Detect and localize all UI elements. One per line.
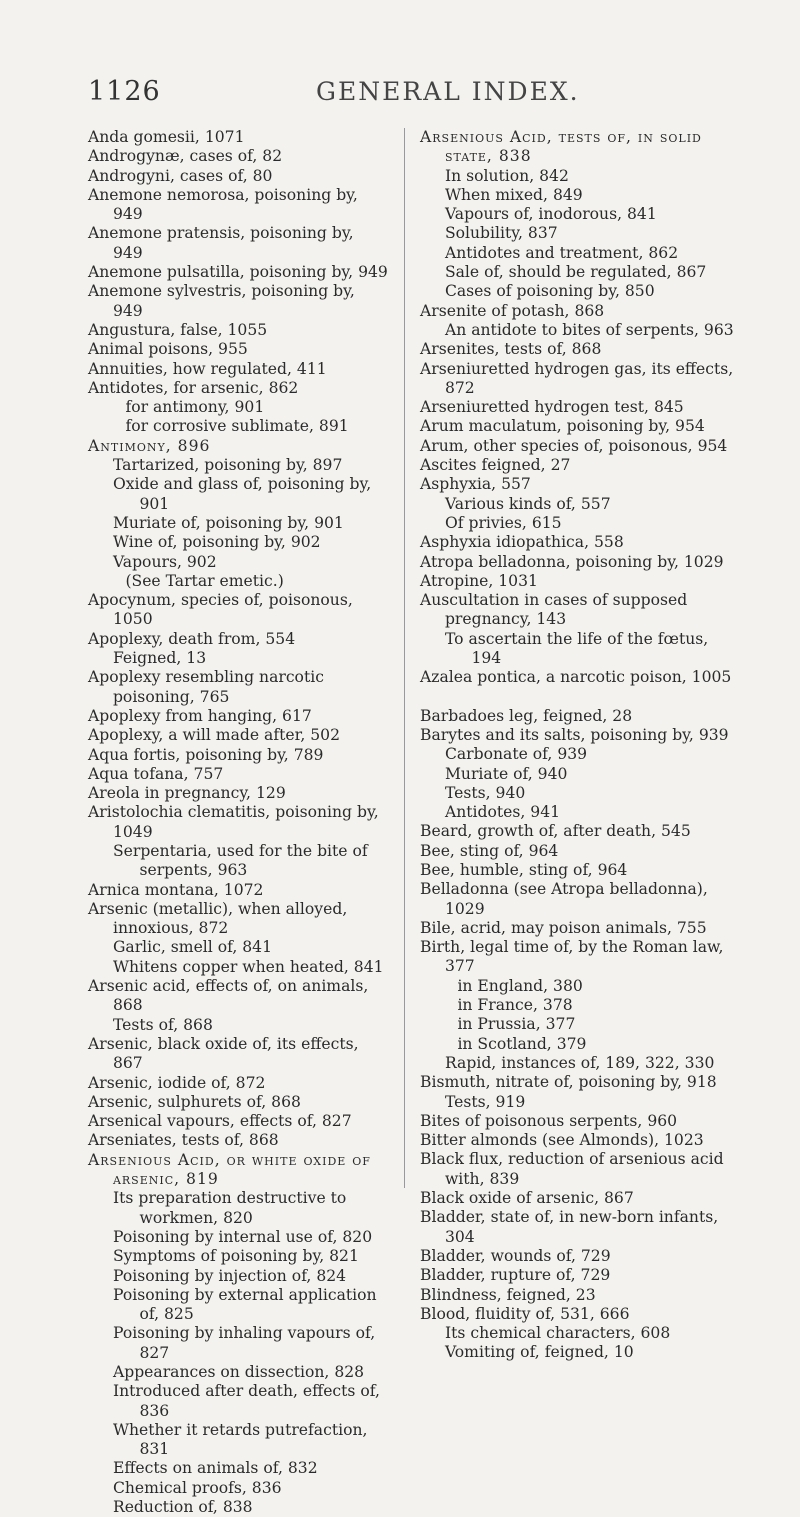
index-subentry: Poisoning by injection of, 824	[112, 1266, 347, 1285]
index-subentry: Antidotes and treatment, 862	[444, 243, 679, 262]
index-entry: Arum maculatum, poisoning by, 954	[420, 417, 705, 436]
index-entry: Bladder, wounds of, 729	[420, 1246, 611, 1265]
index-subentry: Solubility, 837	[444, 224, 558, 243]
index-entry: Atropine, 1031	[420, 571, 538, 590]
index-subentry: Vapours, 902	[112, 552, 217, 571]
index-entry: Arsenical vapours, effects of, 827	[88, 1112, 352, 1131]
index-entry: Anemone pratensis, poisoning by, 949	[88, 224, 354, 262]
index-entry: Apocynum, species of, poisonous, 1050	[88, 591, 353, 629]
index-subentry: Of privies, 615	[444, 513, 562, 532]
index-subentry: Introduced after death, effects of, 836	[112, 1382, 380, 1420]
index-entry: Apoplexy resembling narcotic poisoning, 765	[88, 668, 324, 706]
index-entry: Apoplexy, death from, 554	[88, 629, 296, 648]
index-entry: Aristolochia clematitis, poisoning by, 1049	[88, 803, 379, 841]
index-entry: Areola in pregnancy, 129	[88, 784, 286, 803]
index-column-left	[88, 128, 388, 1517]
index-subentry: Poisoning by external application of, 825	[112, 1285, 377, 1324]
index-entry: Anemone pulsatilla, poisoning by, 949	[88, 263, 388, 282]
index-entry: Arnica montana, 1072	[88, 880, 264, 899]
index-subentry: in England, 380	[457, 976, 583, 995]
index-subentry: Garlic, smell of, 841	[112, 938, 273, 957]
index-subentry: in Prussia, 377	[457, 1015, 576, 1034]
index-subentry: in France, 378	[457, 996, 573, 1015]
index-entry: Anemone sylvestris, poisoning by, 949	[88, 282, 355, 320]
index-entry: Ascites feigned, 27	[420, 456, 571, 475]
index-subentry: Muriate of, 940	[444, 764, 568, 783]
index-entry: Apoplexy, a will made after, 502	[88, 726, 341, 745]
index-entry: Arsenious Acid, tests of, in solid state, 838	[420, 128, 702, 166]
index-entry: Blindness, feigned, 23	[420, 1285, 596, 1304]
page-header	[88, 76, 728, 116]
index-subentry: Tests, 940	[444, 783, 526, 802]
index-entry: Barbadoes leg, feigned, 28	[420, 706, 633, 725]
index-subentry: Vapours of, inodorous, 841	[444, 205, 657, 224]
index-column-right	[420, 128, 740, 1363]
index-subentry: Whether it retards putrefaction, 831	[112, 1420, 368, 1459]
index-entry: Belladonna (see Atropa belladonna), 1029	[420, 880, 708, 918]
index-entry: Aqua tofana, 757	[88, 764, 224, 783]
index-subentry: Muriate of, poisoning by, 901	[112, 513, 344, 532]
index-subentry: Poisoning by inhaling vapours of, 827	[112, 1324, 376, 1362]
index-entry: Arsenic, sulphurets of, 868	[88, 1092, 301, 1111]
index-entry: Arsenic acid, effects of, on animals, 868	[88, 977, 369, 1015]
index-entry: Bee, humble, sting of, 964	[420, 860, 628, 879]
index-subentry: in Scotland, 379	[457, 1034, 587, 1053]
index-entry: Anda gomesii, 1071	[88, 128, 245, 146]
index-subentry: Cases of poisoning by, 850	[444, 282, 655, 301]
index-entry: Arsenic, iodide of, 872	[88, 1073, 266, 1092]
index-entry: Androgyni, cases of, 80	[88, 166, 273, 185]
index-subentry: (See Tartar emetic.)	[125, 571, 284, 590]
index-subentry: Tests, 919	[444, 1092, 526, 1111]
index-subentry: Symptoms of poisoning by, 821	[112, 1247, 359, 1266]
index-subentry: Antidotes, 941	[444, 803, 561, 822]
index-subentry: Whitens copper when heated, 841	[112, 957, 384, 976]
index-entry: Arseniuretted hydrogen test, 845	[420, 398, 684, 417]
index-subentry: Various kinds of, 557	[444, 494, 611, 513]
index-subentry: Rapid, instances of, 189, 322, 330	[444, 1053, 715, 1072]
index-entry: Birth, legal time of, by the Roman law, 377	[420, 938, 724, 976]
index-entry: Arsenites, tests of, 868	[420, 340, 602, 359]
index-subentry: Poisoning by internal use of, 820	[112, 1227, 373, 1246]
index-entry: Arsenious Acid, or white oxide of arsenic, 819	[88, 1150, 371, 1189]
running-title: GENERAL INDEX.	[316, 77, 580, 106]
index-subentry: Serpentaria, used for the bite of serpents, 963	[112, 841, 368, 880]
index-entry: Arseniuretted hydrogen gas, its effects, 872	[420, 359, 734, 397]
index-subentry: for antimony, 901	[125, 398, 265, 417]
index-entry: Bites of poisonous serpents, 960	[420, 1111, 678, 1130]
index-entry: Asphyxia, 557	[420, 475, 531, 494]
index-entry: Bile, acrid, may poison animals, 755	[420, 918, 707, 937]
index-subentry: When mixed, 849	[444, 185, 583, 204]
index-entry: Arseniates, tests of, 868	[88, 1131, 279, 1150]
index-entry: Black oxide of arsenic, 867	[420, 1189, 634, 1208]
index-subentry: Tests of, 868	[112, 1015, 213, 1034]
index-subentry: Tartarized, poisoning by, 897	[112, 456, 343, 475]
index-entry: Asphyxia idiopathica, 558	[420, 533, 624, 552]
index-entry: Beard, growth of, after death, 545	[420, 822, 691, 841]
index-entry: Barytes and its salts, poisoning by, 939	[420, 725, 729, 744]
index-subentry: An antidote to bites of serpents, 963	[444, 320, 734, 339]
index-subentry: In solution, 842	[444, 166, 569, 185]
index-entry: Aqua fortis, poisoning by, 789	[88, 745, 324, 764]
index-entry: Arum, other species of, poisonous, 954	[420, 436, 728, 455]
index-subentry: Feigned, 13	[112, 649, 207, 668]
page-number: 1126	[88, 76, 161, 107]
index-entry: Bee, sting of, 964	[420, 841, 559, 860]
index-subentry: Reduction of, 838	[112, 1498, 253, 1517]
index-subentry: Wine of, poisoning by, 902	[112, 533, 321, 552]
index-entry: Bladder, rupture of, 729	[420, 1266, 611, 1285]
index-entry: Apoplexy from hanging, 617	[88, 706, 312, 725]
index-entry: Auscultation in cases of supposed pregnancy, 143	[420, 591, 688, 629]
index-subentry: Appearances on dissection, 828	[112, 1363, 365, 1381]
index-entry: Androgynæ, cases of, 82	[88, 147, 283, 166]
index-subentry: Sale of, should be regulated, 867	[444, 263, 707, 282]
index-entry: Bladder, state of, in new-born infants, 304	[420, 1208, 719, 1246]
index-entry: Antimony, 896	[88, 436, 211, 455]
index-entry: Arsenite of potash, 868	[420, 301, 605, 320]
index-entry: Angustura, false, 1055	[88, 320, 268, 339]
index-entry: Bitter almonds (see Almonds), 1023	[420, 1131, 704, 1150]
index-entry: Black flux, reduction of arsenious acid with, 839	[420, 1150, 724, 1188]
index-subentry: Effects on animals of, 832	[112, 1459, 318, 1478]
index-subentry: Its chemical characters, 608	[444, 1324, 671, 1343]
index-entry: Arsenic (metallic), when alloyed, innoxious, 872	[88, 899, 348, 938]
index-subentry: Chemical proofs, 836	[112, 1478, 282, 1497]
section-gap	[420, 688, 740, 707]
index-entry: Animal poisons, 955	[88, 340, 248, 359]
index-subentry: To ascertain the life of the fœtus, 194	[444, 629, 709, 668]
index-entry: Blood, fluidity of, 531, 666	[420, 1304, 630, 1323]
index-subentry: Oxide and glass of, poisoning by, 901	[112, 475, 372, 513]
index-entry: Atropa belladonna, poisoning by, 1029	[420, 552, 724, 571]
index-subentry: Its preparation destructive to workmen, 820	[112, 1189, 347, 1227]
index-subentry: Carbonate of, 939	[444, 745, 588, 764]
index-entry: Anemone nemorosa, poisoning by, 949	[88, 185, 358, 224]
index-entry: Azalea pontica, a narcotic poison, 1005	[420, 668, 732, 687]
index-entry: Antidotes, for arsenic, 862	[88, 378, 299, 397]
column-divider	[404, 128, 405, 1188]
index-entry: Annuities, how regulated, 411	[88, 359, 327, 378]
index-subentry: for corrosive sublimate, 891	[125, 417, 349, 436]
index-subentry: Vomiting of, feigned, 10	[444, 1343, 634, 1362]
index-entry: Bismuth, nitrate of, poisoning by, 918	[420, 1073, 717, 1092]
index-entry: Arsenic, black oxide of, its effects, 867	[88, 1034, 359, 1073]
